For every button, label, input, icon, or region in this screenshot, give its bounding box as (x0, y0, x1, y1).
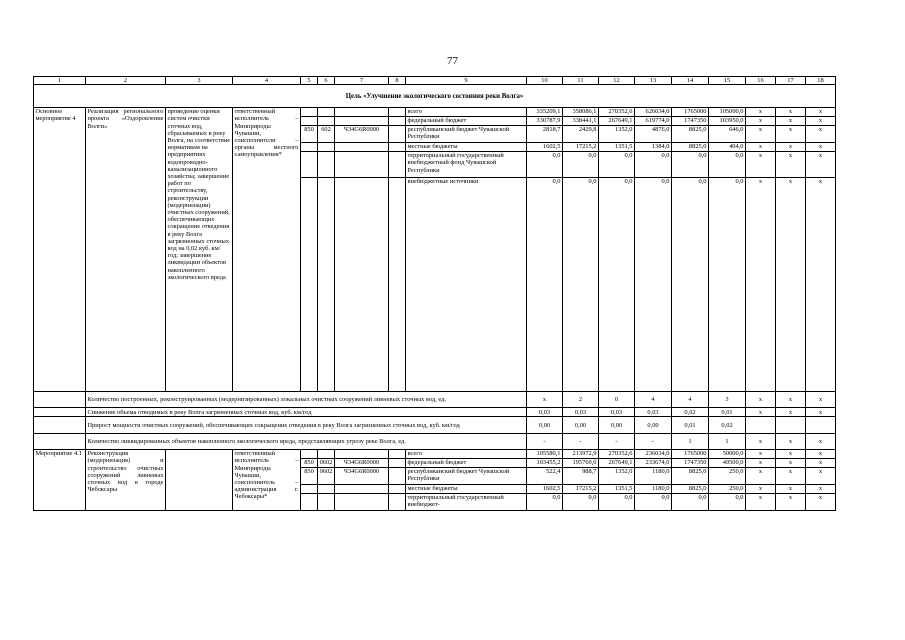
value-cell: 338441,1 (563, 117, 599, 126)
header-cell: 10 (527, 77, 563, 85)
indicator-value: 0,02 (672, 408, 709, 417)
header-cell: 8 (389, 77, 406, 85)
code-cell (389, 126, 406, 143)
code-cell (335, 178, 389, 392)
value-cell: x (806, 450, 836, 459)
value-cell: x (746, 117, 776, 126)
indicator-value: 0,00 (527, 417, 563, 434)
value-cell: 0,0 (635, 178, 672, 392)
value-cell: 1747350 (672, 117, 709, 126)
header-cell: 1 (34, 77, 86, 85)
indicator-value: x (776, 408, 806, 417)
indicator-value: 4 (635, 392, 672, 408)
indicator-value: 1 (709, 434, 746, 450)
code-cell (318, 152, 335, 178)
value-cell: x (776, 126, 806, 143)
value-cell: x (776, 108, 806, 117)
indicator-value: 2 (563, 392, 599, 408)
value-cell: 213972,9 (563, 450, 599, 459)
indicator-spacer (34, 434, 86, 450)
value-cell: 619774,0 (635, 117, 672, 126)
value-cell: 1351,5 (599, 143, 635, 152)
code-cell (335, 485, 389, 494)
code-cell (318, 485, 335, 494)
value-cell: 270352,6 (599, 108, 635, 117)
indicator-row (34, 417, 836, 434)
indicator-row (34, 392, 836, 408)
value-cell: 0,0 (635, 152, 672, 178)
header-cell: 12 (599, 77, 635, 85)
value-cell: 103455,2 (527, 459, 563, 468)
value-cell: x (806, 143, 836, 152)
value-cell: 988,7 (563, 468, 599, 485)
value-cell: 105580,1 (527, 450, 563, 459)
value-cell: 1180,0 (635, 468, 672, 485)
code-target: Ч34G6R0000 (335, 459, 389, 468)
indicator-spacer (34, 408, 86, 417)
indicator-value: 0,00 (635, 417, 672, 434)
code-target: Ч34G6R0000 (335, 126, 389, 143)
code-cell (318, 143, 335, 152)
value-cell: 0,0 (563, 152, 599, 178)
value-cell: 49500,0 (709, 459, 746, 468)
code-cell (389, 485, 406, 494)
value-cell: 522,4 (527, 468, 563, 485)
code-cell (301, 178, 318, 392)
value-cell: x (806, 178, 836, 392)
code-cell (301, 494, 318, 511)
value-cell: 8825,0 (672, 143, 709, 152)
event-description-cell: проведение оценки систем очистки сточных вод, сбрасываемых в реку Волга, на соответствие нормативам на предприятиях водопроводно-канализационного хозяйства; завершение работ по строительству, реконструкции (модернизации) очистных сооружений, обеспечивающих сокращение отведения в реку Волга загрязненных сточных вод на 0,02 куб. км/год; завершение ликвидации объектов накопленного экологического вреда (166, 108, 233, 392)
value-cell: 1180,0 (635, 485, 672, 494)
value-cell: 0,0 (599, 494, 635, 511)
indicator-label: Количество ликвидированных объектов накопленного экологического вреда, представляющих угрозу реке Волга, ед. (86, 434, 527, 450)
indicator-value: 3 (709, 392, 746, 408)
header-cell: 9 (406, 77, 527, 85)
value-cell: 2818,7 (527, 126, 563, 143)
funding-source-cell: территориальный государственный внебюджетный фонд Чувашской Республики (406, 152, 527, 178)
value-cell: x (776, 178, 806, 392)
indicator-row (34, 408, 836, 417)
code-cell (335, 494, 389, 511)
code-section: 0602 (318, 468, 335, 485)
value-cell: 8825,0 (672, 468, 709, 485)
value-cell: 267649,1 (599, 459, 635, 468)
code-cell (389, 459, 406, 468)
value-cell: 0,0 (527, 494, 563, 511)
code-cell (318, 450, 335, 459)
value-cell: x (776, 117, 806, 126)
value-cell: 267649,1 (599, 117, 635, 126)
funding-source-cell: всего (406, 108, 527, 117)
value-cell: 236034,0 (635, 450, 672, 459)
header-row (34, 77, 836, 85)
value-cell: 195769,0 (563, 459, 599, 468)
indicator-value: - (599, 434, 635, 450)
value-cell: x (776, 450, 806, 459)
value-cell: 1602,5 (527, 485, 563, 494)
value-cell: x (746, 485, 776, 494)
code-cell (318, 117, 335, 126)
header-cell: 14 (672, 77, 709, 85)
event-name-cell: Реализация регионального проекта «Оздоровление Волги» (86, 108, 166, 392)
indicator-value: x (806, 408, 836, 417)
code-cell (389, 178, 406, 392)
value-cell: 0,0 (527, 152, 563, 178)
indicator-value: - (563, 434, 599, 450)
header-cell: 4 (233, 77, 301, 85)
value-cell: x (746, 459, 776, 468)
code-cell (389, 143, 406, 152)
indicator-value: 0,02 (709, 417, 746, 434)
value-cell: 626034,0 (635, 108, 672, 117)
value-cell: x (806, 459, 836, 468)
header-cell: 3 (166, 77, 233, 85)
code-cell (389, 108, 406, 117)
indicator-value: 0,01 (672, 417, 709, 434)
code-cell (318, 178, 335, 392)
value-cell: 0,0 (527, 178, 563, 392)
indicator-value: 1 (672, 434, 709, 450)
value-cell: 0,0 (672, 178, 709, 392)
indicator-label: Количество построенных, реконструированных (модернизированных) локальных очистных сооружений ливневых сточных вод, ед. (86, 392, 527, 408)
indicator-label: Снижение объема отводимых в реку Волга загрязненных сточных вод, куб. км/год (86, 408, 527, 417)
value-cell: 0,0 (563, 178, 599, 392)
value-cell: 103950,0 (709, 117, 746, 126)
code-cell (389, 152, 406, 178)
indicator-spacer (34, 392, 86, 408)
funding-source-cell: республиканский бюджет Чувашской Республики (406, 126, 527, 143)
funding-source-cell: внебюджетные источники (406, 178, 527, 392)
funding-source-cell: всего (406, 450, 527, 459)
value-cell: x (776, 494, 806, 511)
value-cell: x (776, 485, 806, 494)
value-cell: x (806, 126, 836, 143)
indicator-value: x (776, 434, 806, 450)
value-cell: x (806, 468, 836, 485)
value-cell: 0,0 (709, 494, 746, 511)
value-cell: x (746, 494, 776, 511)
header-cell: 5 (301, 77, 318, 85)
event-name-cell: Реконструкция (модернизация) и строительство очистных сооружений ливневых сточных вод в городе Чебоксары (86, 450, 166, 511)
value-cell: 1384,0 (635, 143, 672, 152)
value-cell: 0,0 (672, 152, 709, 178)
header-cell: 11 (563, 77, 599, 85)
value-cell: 17215,2 (563, 143, 599, 152)
value-cell: x (746, 178, 776, 392)
header-cell: 6 (318, 77, 335, 85)
funding-source-cell: республиканский бюджет Чувашской Республики (406, 468, 527, 485)
value-cell: x (806, 494, 836, 511)
indicator-value (806, 417, 836, 434)
code-cell (335, 450, 389, 459)
table-row (34, 108, 836, 117)
executor-cell: ответственный исполнитель – Минприроды Чувашии, соисполнитель – администрация г. Чебоксары* (233, 450, 301, 511)
value-cell: x (746, 152, 776, 178)
indicator-value (746, 417, 776, 434)
header-cell: 17 (776, 77, 806, 85)
value-cell: 404,0 (709, 143, 746, 152)
funding-source-cell: федеральный бюджет (406, 117, 527, 126)
code-cell (389, 468, 406, 485)
indicator-spacer (34, 417, 86, 434)
indicator-value: 0,00 (563, 417, 599, 434)
code-cell (335, 108, 389, 117)
indicator-value: x (806, 392, 836, 408)
indicator-value: 0,03 (563, 408, 599, 417)
value-cell: x (806, 152, 836, 178)
header-cell: 2 (86, 77, 166, 85)
funding-source-cell: местные бюджеты (406, 485, 527, 494)
indicator-value: x (746, 392, 776, 408)
value-cell: 4876,0 (635, 126, 672, 143)
value-cell: 0,0 (709, 152, 746, 178)
value-cell: 270352,6 (599, 450, 635, 459)
value-cell: x (776, 152, 806, 178)
value-cell: 1352,0 (599, 468, 635, 485)
value-cell: 17215,2 (563, 485, 599, 494)
funding-source-cell: местные бюджеты (406, 143, 527, 152)
indicator-value: x (527, 392, 563, 408)
event-type-cell: Мероприятие 4.1 (34, 450, 86, 511)
value-cell: 0,0 (672, 494, 709, 511)
value-cell: x (746, 126, 776, 143)
value-cell: 2429,8 (563, 126, 599, 143)
code-cell (389, 494, 406, 511)
indicator-value: 0,03 (599, 408, 635, 417)
code-cell (335, 143, 389, 152)
code-cell (301, 117, 318, 126)
program-table (33, 76, 836, 511)
value-cell: x (806, 117, 836, 126)
header-cell: 16 (746, 77, 776, 85)
indicator-value (776, 417, 806, 434)
value-cell: x (776, 143, 806, 152)
value-cell: 233674,0 (635, 459, 672, 468)
value-cell: 1352,0 (599, 126, 635, 143)
code-cell (335, 152, 389, 178)
executor-cell: ответственный исполнитель – Минприроды Чувашии, соисполнители – органы местного самоуправления* (233, 108, 301, 392)
indicator-value: x (746, 408, 776, 417)
value-cell: 1602,5 (527, 143, 563, 152)
indicator-value: 0,03 (527, 408, 563, 417)
value-cell: 0,0 (599, 152, 635, 178)
code-grbs: 850 (301, 459, 318, 468)
page-number: 77 (447, 55, 458, 67)
table-row (34, 450, 836, 459)
value-cell: 330787,9 (527, 117, 563, 126)
value-cell: x (746, 143, 776, 152)
goal-row (34, 85, 836, 108)
value-cell: 1765000 (672, 108, 709, 117)
indicator-value: x (776, 392, 806, 408)
header-cell: 18 (806, 77, 836, 85)
event-type-cell: Основное мероприятие 4 (34, 108, 86, 392)
code-section: 0602 (318, 459, 335, 468)
indicator-value: x (746, 434, 776, 450)
value-cell: 50000,0 (709, 450, 746, 459)
indicator-value: 0,01 (709, 408, 746, 417)
value-cell: 250,0 (709, 485, 746, 494)
value-cell: 8825,0 (672, 485, 709, 494)
code-cell (389, 117, 406, 126)
code-cell (301, 108, 318, 117)
code-cell (389, 450, 406, 459)
code-cell (318, 108, 335, 117)
value-cell: 0,0 (599, 178, 635, 392)
header-cell: 15 (709, 77, 746, 85)
value-cell: 105000,0 (709, 108, 746, 117)
indicator-value: 0,03 (635, 408, 672, 417)
indicator-value: x (806, 434, 836, 450)
indicator-value: - (635, 434, 672, 450)
code-grbs: 850 (301, 468, 318, 485)
code-cell (301, 450, 318, 459)
code-cell (318, 494, 335, 511)
indicator-label: Прирост мощности очистных сооружений, обеспечивающих сокращение отведения в реку Волга загрязненных сточных вод, куб. км/год (86, 417, 527, 434)
code-cell (301, 152, 318, 178)
value-cell: 250,0 (709, 468, 746, 485)
value-cell: 358086,1 (563, 108, 599, 117)
value-cell: x (806, 108, 836, 117)
value-cell: 0,0 (563, 494, 599, 511)
code-cell (335, 117, 389, 126)
code-section: 602 (318, 126, 335, 143)
value-cell: 0,0 (709, 178, 746, 392)
indicator-value: 4 (672, 392, 709, 408)
value-cell: 8825,0 (672, 126, 709, 143)
code-cell (301, 485, 318, 494)
code-target: Ч34G6R0000 (335, 468, 389, 485)
value-cell: 1351,5 (599, 485, 635, 494)
code-grbs: 850 (301, 126, 318, 143)
value-cell: x (776, 459, 806, 468)
value-cell: x (806, 485, 836, 494)
indicator-row (34, 434, 836, 450)
value-cell: x (776, 468, 806, 485)
value-cell: 646,0 (709, 126, 746, 143)
value-cell: 1765000 (672, 450, 709, 459)
value-cell: 335209,1 (527, 108, 563, 117)
value-cell: x (746, 450, 776, 459)
indicator-value: - (527, 434, 563, 450)
funding-source-cell: территориальный государственный внебюджет- (406, 494, 527, 511)
header-cell: 7 (335, 77, 389, 85)
value-cell: 0,0 (635, 494, 672, 511)
event-description-cell (166, 450, 233, 511)
code-cell (301, 143, 318, 152)
indicator-value: 0,00 (599, 417, 635, 434)
indicator-value: 0 (599, 392, 635, 408)
value-cell: x (746, 108, 776, 117)
goal-title: Цель «Улучшение экологического состояния реки Волга» (34, 85, 836, 108)
header-cell: 13 (635, 77, 672, 85)
value-cell: 1747350 (672, 459, 709, 468)
value-cell: x (746, 468, 776, 485)
funding-source-cell: федеральный бюджет (406, 459, 527, 468)
